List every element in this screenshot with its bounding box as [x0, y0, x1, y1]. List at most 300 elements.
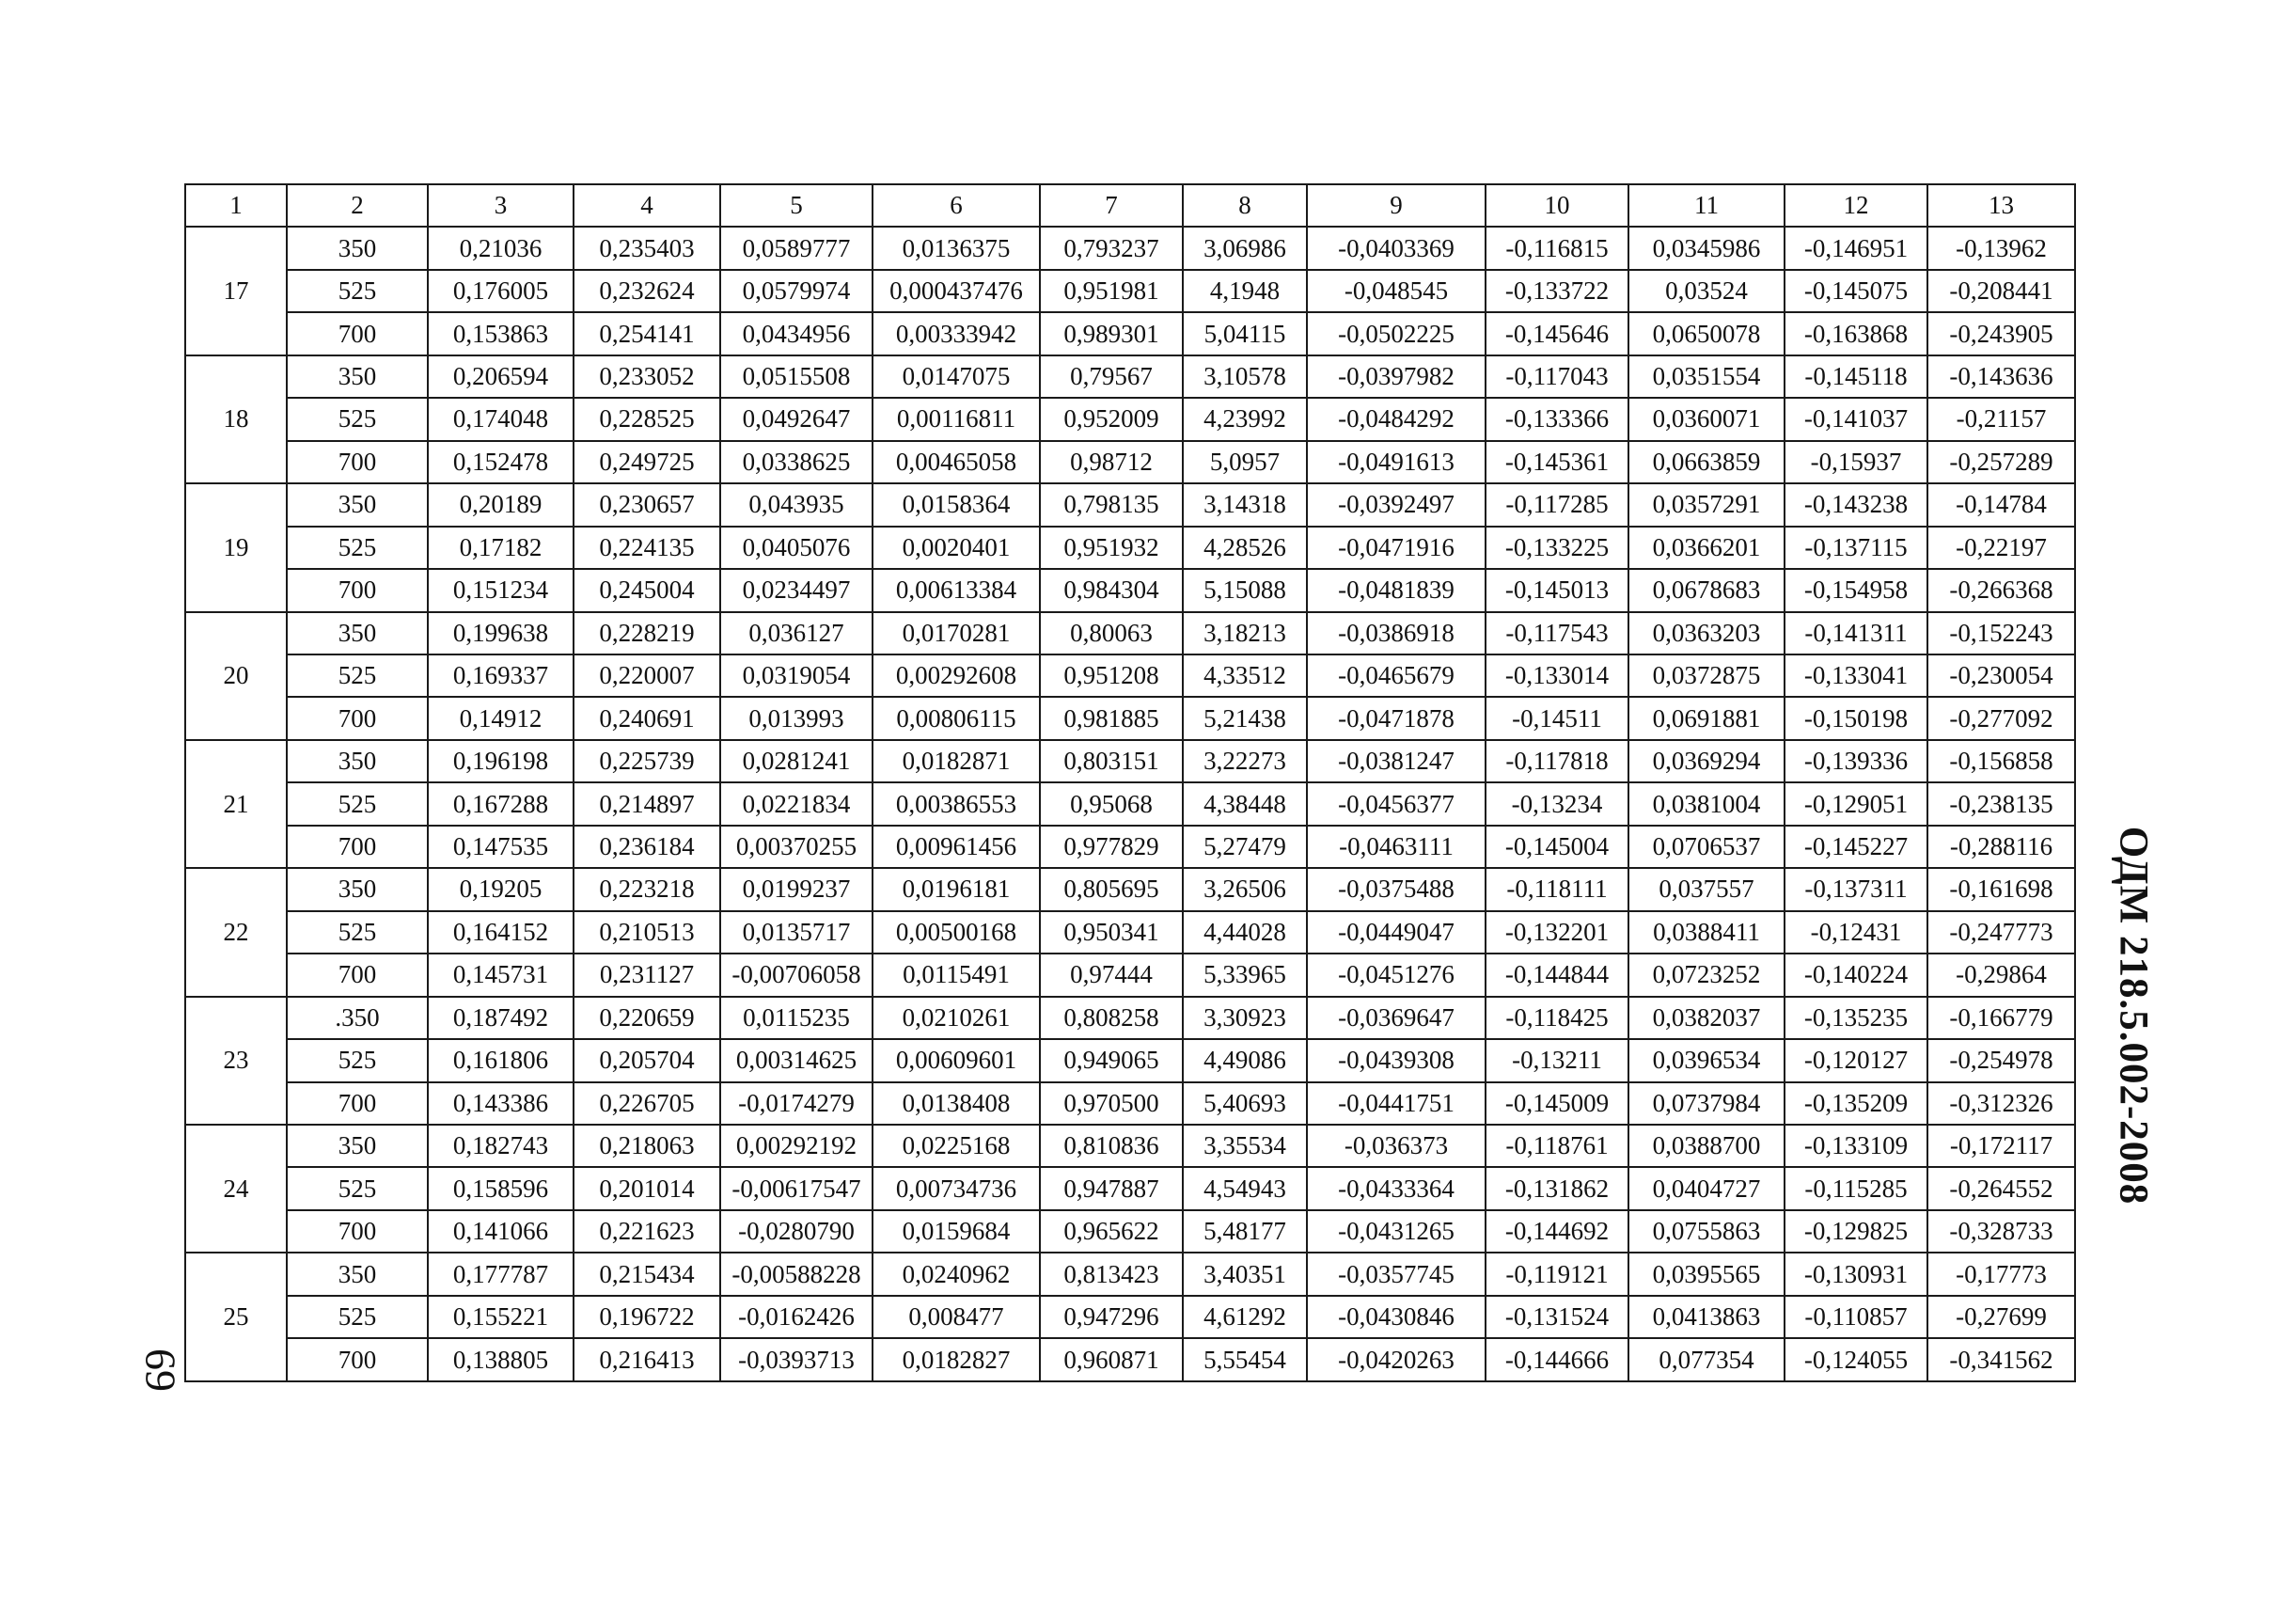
table-cell: -0,145646 — [1486, 312, 1628, 355]
table-cell: 0,0396534 — [1628, 1039, 1785, 1081]
table-cell: 0,00734736 — [873, 1167, 1040, 1209]
table-row — [185, 312, 2075, 355]
table-cell: 0,00292608 — [873, 654, 1040, 697]
table-cell: 0,0357291 — [1628, 483, 1785, 526]
table-cell: 0,174048 — [428, 398, 574, 440]
table-cell: 0,147535 — [428, 826, 574, 868]
table-cell: 0,949065 — [1040, 1039, 1183, 1081]
table-cell: 0,037557 — [1628, 868, 1785, 910]
column-header-5: 5 — [720, 184, 873, 227]
table-row — [185, 1125, 2075, 1167]
table-cell: 3,14318 — [1183, 483, 1307, 526]
table-cell: -0,0465679 — [1307, 654, 1486, 697]
table-cell: 0,00292192 — [720, 1125, 873, 1167]
table-cell: 525 — [287, 911, 428, 954]
table-cell: -0,0375488 — [1307, 868, 1486, 910]
table-cell: 700 — [287, 1338, 428, 1381]
table-cell: -0,145227 — [1785, 826, 1927, 868]
table-cell: -0,277092 — [1927, 697, 2075, 739]
table-cell: -0,288116 — [1927, 826, 2075, 868]
table-cell: 350 — [287, 355, 428, 398]
table-row — [185, 654, 2075, 697]
table-cell: 525 — [287, 398, 428, 440]
table-cell: -0,0433364 — [1307, 1167, 1486, 1209]
table-cell: -0,150198 — [1785, 697, 1927, 739]
table-cell: 0,95068 — [1040, 782, 1183, 825]
table-cell: 5,48177 — [1183, 1210, 1307, 1253]
table-cell: -0,161698 — [1927, 868, 2075, 910]
table-cell: 350 — [287, 1253, 428, 1295]
table-cell: -0,115285 — [1785, 1167, 1927, 1209]
table-cell: 700 — [287, 569, 428, 611]
table-cell: 0,143386 — [428, 1082, 574, 1125]
table-cell: -0,118111 — [1486, 868, 1628, 910]
table-cell: 0,0351554 — [1628, 355, 1785, 398]
table-cell: -0,117285 — [1486, 483, 1628, 526]
table-cell: 0,79567 — [1040, 355, 1183, 398]
table-cell: 0,0115491 — [873, 954, 1040, 996]
table-cell: 0,0196181 — [873, 868, 1040, 910]
table-cell: 0,00333942 — [873, 312, 1040, 355]
table-cell: -0,27699 — [1927, 1296, 2075, 1338]
table-row — [185, 954, 2075, 996]
table-cell: -0,144692 — [1486, 1210, 1628, 1253]
table-cell: 525 — [287, 1167, 428, 1209]
table-cell: 0,0382037 — [1628, 997, 1785, 1039]
column-header-3: 3 — [428, 184, 574, 227]
table-cell: 0,0434956 — [720, 312, 873, 355]
table-cell: 0,0404727 — [1628, 1167, 1785, 1209]
group-id-cell: 18 — [185, 355, 287, 483]
table-cell: 3,26506 — [1183, 868, 1307, 910]
table-cell: 4,23992 — [1183, 398, 1307, 440]
table-cell: 0,196198 — [428, 740, 574, 782]
table-cell: 0,225739 — [574, 740, 720, 782]
table-cell: 0,232624 — [574, 270, 720, 312]
table-cell: -0,154958 — [1785, 569, 1927, 611]
table-cell: 525 — [287, 782, 428, 825]
table-cell: 0,965622 — [1040, 1210, 1183, 1253]
table-cell: 0,0159684 — [873, 1210, 1040, 1253]
table-body — [185, 184, 2075, 1381]
table-cell: -0,133109 — [1785, 1125, 1927, 1167]
table-cell: 0,167288 — [428, 782, 574, 825]
table-cell: 0,249725 — [574, 441, 720, 483]
table-cell: -0,0162426 — [720, 1296, 873, 1338]
table-cell: -0,110857 — [1785, 1296, 1927, 1338]
table-cell: -0,133366 — [1486, 398, 1628, 440]
table-row — [185, 1082, 2075, 1125]
table-cell: 4,54943 — [1183, 1167, 1307, 1209]
table-cell: 0,043935 — [720, 483, 873, 526]
table-cell: 350 — [287, 740, 428, 782]
table-cell: -0,163868 — [1785, 312, 1927, 355]
table-cell: 0,793237 — [1040, 227, 1183, 269]
table-cell: 0,0136375 — [873, 227, 1040, 269]
table-cell: -0,133041 — [1785, 654, 1927, 697]
table-cell: 0,218063 — [574, 1125, 720, 1167]
table-row — [185, 1039, 2075, 1081]
table-cell: -0,156858 — [1927, 740, 2075, 782]
table-row — [185, 1210, 2075, 1253]
table-cell: 0,182743 — [428, 1125, 574, 1167]
table-cell: 0,798135 — [1040, 483, 1183, 526]
table-row — [185, 355, 2075, 398]
table-cell: 0,240691 — [574, 697, 720, 739]
table-cell: 0,0158364 — [873, 483, 1040, 526]
table-row — [185, 569, 2075, 611]
table-cell: 5,04115 — [1183, 312, 1307, 355]
group-id-cell: 21 — [185, 740, 287, 868]
table-cell: -0,145013 — [1486, 569, 1628, 611]
table-row — [185, 997, 2075, 1039]
table-cell: 0,187492 — [428, 997, 574, 1039]
table-cell: 0,0395565 — [1628, 1253, 1785, 1295]
table-cell: 0,214897 — [574, 782, 720, 825]
column-header-12: 12 — [1785, 184, 1927, 227]
table-cell: 3,22273 — [1183, 740, 1307, 782]
table-cell: 0,00314625 — [720, 1039, 873, 1081]
table-cell: -0,0357745 — [1307, 1253, 1486, 1295]
table-cell: -0,0369647 — [1307, 997, 1486, 1039]
table-cell: -0,266368 — [1927, 569, 2075, 611]
table-cell: 0,0225168 — [873, 1125, 1040, 1167]
table-cell: 3,18213 — [1183, 612, 1307, 654]
table-cell: 0,210513 — [574, 911, 720, 954]
table-cell: 0,17182 — [428, 527, 574, 569]
table-cell: -0,143636 — [1927, 355, 2075, 398]
table-cell: 0,00500168 — [873, 911, 1040, 954]
table-cell: 0,97444 — [1040, 954, 1183, 996]
table-cell: -0,143238 — [1785, 483, 1927, 526]
table-cell: 5,55454 — [1183, 1338, 1307, 1381]
table-cell: 0,0372875 — [1628, 654, 1785, 697]
table-cell: 0,0579974 — [720, 270, 873, 312]
table-cell: -0,0397982 — [1307, 355, 1486, 398]
table-cell: 0,803151 — [1040, 740, 1183, 782]
group-id-cell: 25 — [185, 1253, 287, 1381]
table-cell: 525 — [287, 1296, 428, 1338]
table-cell: 0,226705 — [574, 1082, 720, 1125]
table-cell: 0,810836 — [1040, 1125, 1183, 1167]
group-id-cell: 17 — [185, 227, 287, 355]
table-cell: 0,220659 — [574, 997, 720, 1039]
table-cell: 0,951981 — [1040, 270, 1183, 312]
group-id-cell: 22 — [185, 868, 287, 996]
table-cell: 0,223218 — [574, 868, 720, 910]
table-cell: 0,224135 — [574, 527, 720, 569]
table-cell: -0,0420263 — [1307, 1338, 1486, 1381]
table-row — [185, 740, 2075, 782]
column-header-2: 2 — [287, 184, 428, 227]
table-cell: 5,21438 — [1183, 697, 1307, 739]
table-cell: 0,977829 — [1040, 826, 1183, 868]
table-cell: 5,15088 — [1183, 569, 1307, 611]
table-row — [185, 612, 2075, 654]
table-cell: 0,0138408 — [873, 1082, 1040, 1125]
table-cell: 0,0210261 — [873, 997, 1040, 1039]
table-cell: 0,141066 — [428, 1210, 574, 1253]
table-cell: 0,0115235 — [720, 997, 873, 1039]
table-cell: -0,117818 — [1486, 740, 1628, 782]
table-row — [185, 868, 2075, 910]
table-cell: -0,14511 — [1486, 697, 1628, 739]
table-row — [185, 697, 2075, 739]
column-header-6: 6 — [873, 184, 1040, 227]
table-cell: 0,013993 — [720, 697, 873, 739]
table-cell: -0,12431 — [1785, 911, 1927, 954]
table-cell: 0,21036 — [428, 227, 574, 269]
table-cell: 0,0755863 — [1628, 1210, 1785, 1253]
table-cell: 0,152478 — [428, 441, 574, 483]
table-cell: -0,130931 — [1785, 1253, 1927, 1295]
group-id-cell: 20 — [185, 612, 287, 740]
table-cell: 700 — [287, 697, 428, 739]
table-cell: 0,176005 — [428, 270, 574, 312]
table-cell: 0,0338625 — [720, 441, 873, 483]
table-cell: 4,61292 — [1183, 1296, 1307, 1338]
table-cell: 0,0381004 — [1628, 782, 1785, 825]
table-cell: 4,33512 — [1183, 654, 1307, 697]
table-cell: -0,22197 — [1927, 527, 2075, 569]
table-cell: 4,38448 — [1183, 782, 1307, 825]
table-cell: 0,177787 — [428, 1253, 574, 1295]
column-header-7: 7 — [1040, 184, 1183, 227]
table-cell: -0,0502225 — [1307, 312, 1486, 355]
table-cell: -0,238135 — [1927, 782, 2075, 825]
table-cell: 0,196722 — [574, 1296, 720, 1338]
table-row — [185, 527, 2075, 569]
table-cell: -0,243905 — [1927, 312, 2075, 355]
table-cell: -0,0174279 — [720, 1082, 873, 1125]
table-cell: 525 — [287, 270, 428, 312]
table-cell: -0,13211 — [1486, 1039, 1628, 1081]
table-cell: 0,981885 — [1040, 697, 1183, 739]
table-cell: 0,0492647 — [720, 398, 873, 440]
table-cell: 0,00613384 — [873, 569, 1040, 611]
table-cell: -0,230054 — [1927, 654, 2075, 697]
table-row — [185, 1253, 2075, 1295]
table-cell: 0,0221834 — [720, 782, 873, 825]
table-cell: 0,158596 — [428, 1167, 574, 1209]
table-cell: -0,131862 — [1486, 1167, 1628, 1209]
table-cell: 0,0360071 — [1628, 398, 1785, 440]
table-cell: 0,0319054 — [720, 654, 873, 697]
table-cell: -0,21157 — [1927, 398, 2075, 440]
table-cell: -0,254978 — [1927, 1039, 2075, 1081]
table-cell: 0,989301 — [1040, 312, 1183, 355]
table-cell: -0,0392497 — [1307, 483, 1486, 526]
table-row — [185, 1167, 2075, 1209]
table-cell: 0,220007 — [574, 654, 720, 697]
table-cell: 0,245004 — [574, 569, 720, 611]
table-cell: -0,0386918 — [1307, 612, 1486, 654]
table-cell: -0,118761 — [1486, 1125, 1628, 1167]
table-cell: -0,144666 — [1486, 1338, 1628, 1381]
table-cell: 0,155221 — [428, 1296, 574, 1338]
table-cell: -0,0431265 — [1307, 1210, 1486, 1253]
table-cell: 0,0182827 — [873, 1338, 1040, 1381]
table-cell: 0,813423 — [1040, 1253, 1183, 1295]
table-cell: 0,215434 — [574, 1253, 720, 1295]
table-cell: -0,133722 — [1486, 270, 1628, 312]
table-cell: -0,145361 — [1486, 441, 1628, 483]
table-cell: 0,00116811 — [873, 398, 1040, 440]
table-cell: -0,145004 — [1486, 826, 1628, 868]
table-cell: -0,124055 — [1785, 1338, 1927, 1381]
table-row — [185, 227, 2075, 269]
table-cell: 0,00386553 — [873, 782, 1040, 825]
table-cell: 0,153863 — [428, 312, 574, 355]
table-cell: 0,951932 — [1040, 527, 1183, 569]
table-cell: 0,952009 — [1040, 398, 1183, 440]
table-cell: 0,231127 — [574, 954, 720, 996]
table-cell: 700 — [287, 1082, 428, 1125]
table-cell: 350 — [287, 483, 428, 526]
table-cell: 0,0363203 — [1628, 612, 1785, 654]
table-cell: 0,0723252 — [1628, 954, 1785, 996]
table-cell: -0,13234 — [1486, 782, 1628, 825]
table-cell: -0,166779 — [1927, 997, 2075, 1039]
table-cell: -0,0393713 — [720, 1338, 873, 1381]
table-row — [185, 1296, 2075, 1338]
table-cell: 0,00806115 — [873, 697, 1040, 739]
table-cell: -0,146951 — [1785, 227, 1927, 269]
table-cell: 5,27479 — [1183, 826, 1307, 868]
table-cell: 0,19205 — [428, 868, 574, 910]
table-cell: -0,0381247 — [1307, 740, 1486, 782]
table-cell: -0,341562 — [1927, 1338, 2075, 1381]
table-cell: -0,0463111 — [1307, 826, 1486, 868]
table-cell: 0,0388411 — [1628, 911, 1785, 954]
table-cell: 3,35534 — [1183, 1125, 1307, 1167]
table-row — [185, 826, 2075, 868]
table-cell: 0,14912 — [428, 697, 574, 739]
table-cell: 4,1948 — [1183, 270, 1307, 312]
table-row — [185, 483, 2075, 526]
table-cell: 0,230657 — [574, 483, 720, 526]
table-cell: 0,0663859 — [1628, 441, 1785, 483]
table-cell: 0,0388700 — [1628, 1125, 1785, 1167]
table-cell: -0,152243 — [1927, 612, 2075, 654]
table-cell: -0,0471878 — [1307, 697, 1486, 739]
table-cell: -0,0481839 — [1307, 569, 1486, 611]
table-cell: -0,0430846 — [1307, 1296, 1486, 1338]
table-cell: 0,233052 — [574, 355, 720, 398]
table-cell: 3,30923 — [1183, 997, 1307, 1039]
table-cell: -0,0441751 — [1307, 1082, 1486, 1125]
table-cell: 0,0199237 — [720, 868, 873, 910]
table-cell: -0,131524 — [1486, 1296, 1628, 1338]
table-cell: 5,40693 — [1183, 1082, 1307, 1125]
table-cell: 0,98712 — [1040, 441, 1183, 483]
table-cell: -0,0471916 — [1307, 527, 1486, 569]
table-cell: -0,29864 — [1927, 954, 2075, 996]
table-cell: 0,036127 — [720, 612, 873, 654]
table-cell: 4,44028 — [1183, 911, 1307, 954]
table-cell: -0,0491613 — [1307, 441, 1486, 483]
table-cell: -0,00706058 — [720, 954, 873, 996]
table-cell: 0,0691881 — [1628, 697, 1785, 739]
table-cell: 700 — [287, 826, 428, 868]
table-cell: 0,169337 — [428, 654, 574, 697]
table-cell: 0,0182871 — [873, 740, 1040, 782]
table-cell: 350 — [287, 868, 428, 910]
table-cell: -0,119121 — [1486, 1253, 1628, 1295]
table-cell: -0,135209 — [1785, 1082, 1927, 1125]
table-cell: 3,06986 — [1183, 227, 1307, 269]
table-cell: -0,0449047 — [1307, 911, 1486, 954]
table-cell: 0,0678683 — [1628, 569, 1785, 611]
table-cell: -0,129825 — [1785, 1210, 1927, 1253]
table-cell: -0,117043 — [1486, 355, 1628, 398]
page-number: 69 — [136, 1348, 185, 1392]
table-cell: 0,008477 — [873, 1296, 1040, 1338]
table-cell: -0,0439308 — [1307, 1039, 1486, 1081]
table-cell: -0,172117 — [1927, 1125, 2075, 1167]
table-cell: 4,28526 — [1183, 527, 1307, 569]
table-cell: 0,960871 — [1040, 1338, 1183, 1381]
group-id-cell: 19 — [185, 483, 287, 611]
table-cell: -0,145009 — [1486, 1082, 1628, 1125]
table-cell: 0,138805 — [428, 1338, 574, 1381]
table-cell: -0,257289 — [1927, 441, 2075, 483]
table-cell: 0,0413863 — [1628, 1296, 1785, 1338]
table-cell: 0,0240962 — [873, 1253, 1040, 1295]
table-cell: 525 — [287, 654, 428, 697]
table-cell: -0,116815 — [1486, 227, 1628, 269]
column-header-13: 13 — [1927, 184, 2075, 227]
table-cell: 0,951208 — [1040, 654, 1183, 697]
table-cell: -0,0451276 — [1307, 954, 1486, 996]
group-id-cell: 23 — [185, 997, 287, 1125]
table-cell: 0,947296 — [1040, 1296, 1183, 1338]
table-cell: -0,135235 — [1785, 997, 1927, 1039]
table-row — [185, 398, 2075, 440]
table-cell: 0,236184 — [574, 826, 720, 868]
table-row — [185, 270, 2075, 312]
table-cell: 700 — [287, 1210, 428, 1253]
table-cell: 0,077354 — [1628, 1338, 1785, 1381]
table-cell: 0,0020401 — [873, 527, 1040, 569]
group-id-cell: 24 — [185, 1125, 287, 1253]
table-cell: -0,312326 — [1927, 1082, 2075, 1125]
document-code: ОДМ 218.5.002-2008 — [2111, 826, 2156, 1206]
table-cell: 0,164152 — [428, 911, 574, 954]
table-cell: 0,00370255 — [720, 826, 873, 868]
table-cell: -0,14784 — [1927, 483, 2075, 526]
table-cell: 350 — [287, 227, 428, 269]
table-cell: 0,0706537 — [1628, 826, 1785, 868]
table-cell: 0,805695 — [1040, 868, 1183, 910]
table-cell: -0,139336 — [1785, 740, 1927, 782]
table-cell: 0,0147075 — [873, 355, 1040, 398]
table-cell: 700 — [287, 954, 428, 996]
table-cell: 0,0737984 — [1628, 1082, 1785, 1125]
table-cell: 0,0369294 — [1628, 740, 1785, 782]
table-cell: 0,221623 — [574, 1210, 720, 1253]
table-cell: 525 — [287, 527, 428, 569]
table-cell: -0,0280790 — [720, 1210, 873, 1253]
table-cell: 0,00465058 — [873, 441, 1040, 483]
table-cell: -0,0484292 — [1307, 398, 1486, 440]
table-cell: -0,328733 — [1927, 1210, 2075, 1253]
table-cell: -0,0403369 — [1307, 227, 1486, 269]
table-cell: 0,00961456 — [873, 826, 1040, 868]
table-cell: -0,140224 — [1785, 954, 1927, 996]
table-cell: -0,141311 — [1785, 612, 1927, 654]
table-cell: -0,137311 — [1785, 868, 1927, 910]
